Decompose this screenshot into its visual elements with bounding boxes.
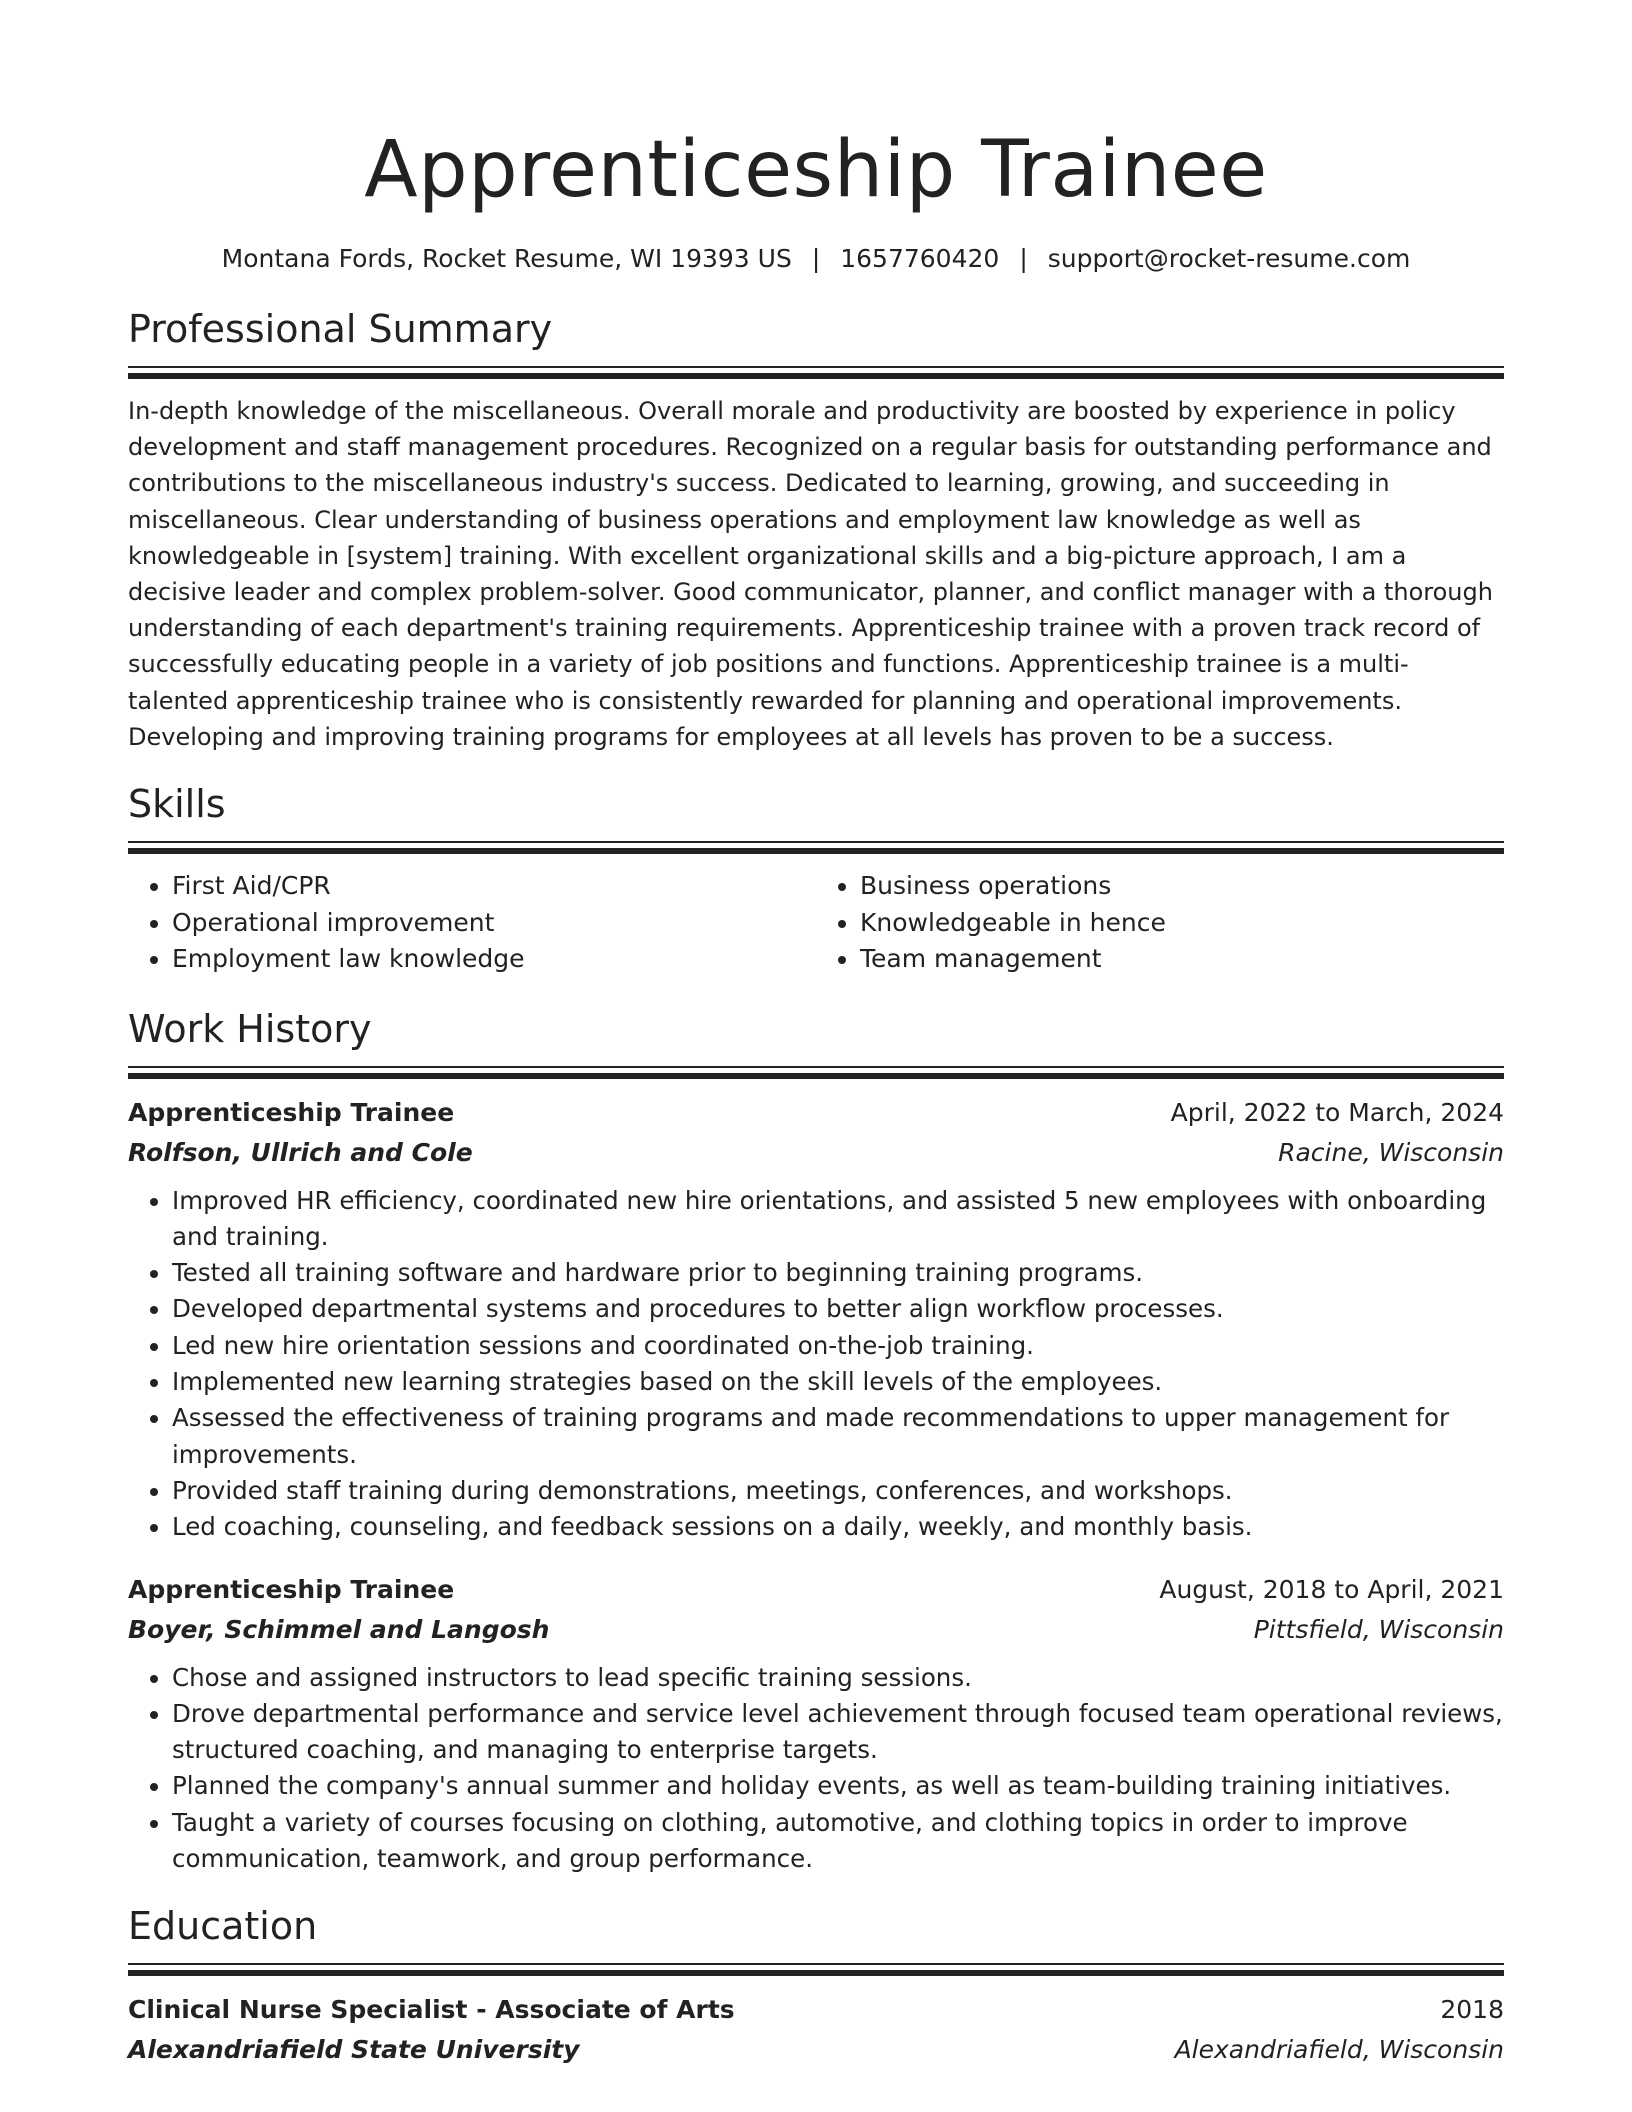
job-bullet: • Taught a variety of courses focusing on clothing, automotive, and clothing topics in order to improve communication, teamwork, and group performance. bbox=[172, 1805, 1504, 1878]
job-subheader bbox=[128, 1133, 1504, 1173]
education-year: 2018 bbox=[1440, 1995, 1504, 2025]
contact-separator: | bbox=[1019, 244, 1028, 273]
section-divider bbox=[128, 1066, 1504, 1068]
job-entry bbox=[128, 1093, 1504, 1546]
job-company: Boyer, Schimmel and Langosh bbox=[128, 1614, 550, 1644]
job-subheader bbox=[128, 1610, 1504, 1650]
skills-list-right bbox=[816, 868, 1504, 978]
section-divider-thick bbox=[128, 1970, 1504, 1976]
job-bullet: • Provided staff training during demonstrations, meetings, conferences, and workshops. bbox=[172, 1473, 1504, 1509]
education-subheader bbox=[128, 2030, 1504, 2070]
contact-separator: | bbox=[811, 244, 821, 273]
skill-item: • Team management bbox=[860, 941, 1504, 978]
job-dates: April, 2022 to March, 2024 bbox=[1170, 1097, 1504, 1127]
skills-list-left bbox=[128, 868, 816, 978]
skill-item: • Employment law knowledge bbox=[172, 941, 816, 978]
job-bullet: • Implemented new learning strategies based on the skill levels of the employees. bbox=[172, 1364, 1504, 1400]
work-section bbox=[128, 1004, 1504, 1878]
job-bullets bbox=[128, 1660, 1504, 1878]
job-entry bbox=[128, 1570, 1504, 1878]
skill-item: • First Aid/CPR bbox=[172, 868, 816, 905]
job-dates: August, 2018 to April, 2021 bbox=[1159, 1574, 1504, 1604]
job-bullet: • Led new hire orientation sessions and coordinated on-the-job training. bbox=[172, 1328, 1504, 1364]
summary-text: In-depth knowledge of the miscellaneous. Overall morale and productivity are boosted by experience in policy development and staff management procedures. Recognized on a regular basis for outstanding performance and contributions to the miscellaneous industry's success. Dedicated to learning, growing, and succeeding in miscellaneous. Clear understanding of business operations and employment law knowledge as well as knowledgeable in [system] training. With excellent organizational skills and a big-picture approach, I am a decisive leader and complex problem-solver. Good communicator, planner, and conflict manager with a thorough understanding of each department's training requirements. Apprenticeship trainee with a proven track record of successfully educating people in a variety of job positions and functions. Apprenticeship trainee is a multi-talented apprenticeship trainee who is consistently rewarded for planning and operational improvements. Developing and improving training programs for employees at all levels has proven to be a success. bbox=[128, 397, 1493, 751]
contact-email: support@rocket-resume.com bbox=[1047, 244, 1411, 273]
section-title-summary: Professional Summary bbox=[128, 307, 553, 351]
candidate-name: Apprenticeship Trainee bbox=[364, 125, 1268, 215]
section-title-education: Education bbox=[128, 1904, 318, 1949]
contact-address: Montana Fords, Rocket Resume, WI 19393 US bbox=[221, 244, 792, 273]
education-header bbox=[128, 1990, 1504, 2030]
section-title-skills: Skills bbox=[128, 782, 226, 827]
job-bullet: • Improved HR efficiency, coordinated new hire orientations, and assisted 5 new employees with onboarding and training. bbox=[172, 1183, 1504, 1256]
education-section bbox=[128, 1901, 1504, 2070]
job-header bbox=[128, 1093, 1504, 1133]
section-divider bbox=[128, 841, 1504, 843]
contact-phone: 1657760420 bbox=[840, 244, 1000, 273]
education-degree: Clinical Nurse Specialist - Associate of Arts bbox=[128, 1995, 735, 2025]
section-divider bbox=[128, 366, 1504, 368]
section-divider-thick bbox=[128, 1073, 1504, 1079]
education-school: Alexandriafield State University bbox=[128, 2035, 580, 2065]
job-title: Apprenticeship Trainee bbox=[128, 1097, 455, 1127]
section-divider-thick bbox=[128, 848, 1504, 854]
skill-item: • Business operations bbox=[860, 868, 1504, 905]
contact-line bbox=[128, 242, 1504, 276]
job-title: Apprenticeship Trainee bbox=[128, 1574, 455, 1604]
job-company: Rolfson, Ullrich and Cole bbox=[128, 1137, 473, 1167]
job-bullet: • Planned the company's annual summer and holiday events, as well as team-building training initiatives. bbox=[172, 1768, 1504, 1804]
job-bullet: • Drove departmental performance and service level achievement through focused team operational reviews, structured coaching, and managing to enterprise targets. bbox=[172, 1696, 1504, 1769]
job-bullet: • Developed departmental systems and procedures to better align workflow processes. bbox=[172, 1291, 1504, 1327]
job-location: Racine, Wisconsin bbox=[1278, 1137, 1504, 1167]
skills-section bbox=[128, 779, 1504, 978]
job-location: Pittsfield, Wisconsin bbox=[1253, 1614, 1504, 1644]
section-divider-thick bbox=[128, 373, 1504, 379]
job-bullets bbox=[128, 1183, 1504, 1546]
skills-columns bbox=[128, 868, 1504, 978]
summary-section bbox=[128, 304, 1504, 755]
job-bullet: • Assessed the effectiveness of training programs and made recommendations to upper management for improvements. bbox=[172, 1400, 1504, 1473]
skill-item: • Operational improvement bbox=[172, 905, 816, 942]
job-header bbox=[128, 1570, 1504, 1610]
section-title-work: Work History bbox=[128, 1006, 372, 1051]
job-bullet: • Chose and assigned instructors to lead specific training sessions. bbox=[172, 1660, 1504, 1696]
skill-item: • Knowledgeable in hence bbox=[860, 905, 1504, 942]
job-bullet: • Tested all training software and hardware prior to beginning training programs. bbox=[172, 1255, 1504, 1291]
education-location: Alexandriafield, Wisconsin bbox=[1174, 2035, 1504, 2065]
section-divider bbox=[128, 1963, 1504, 1965]
job-bullet: • Led coaching, counseling, and feedback sessions on a daily, weekly, and monthly basis. bbox=[172, 1509, 1504, 1545]
education-entry bbox=[128, 1990, 1504, 2070]
